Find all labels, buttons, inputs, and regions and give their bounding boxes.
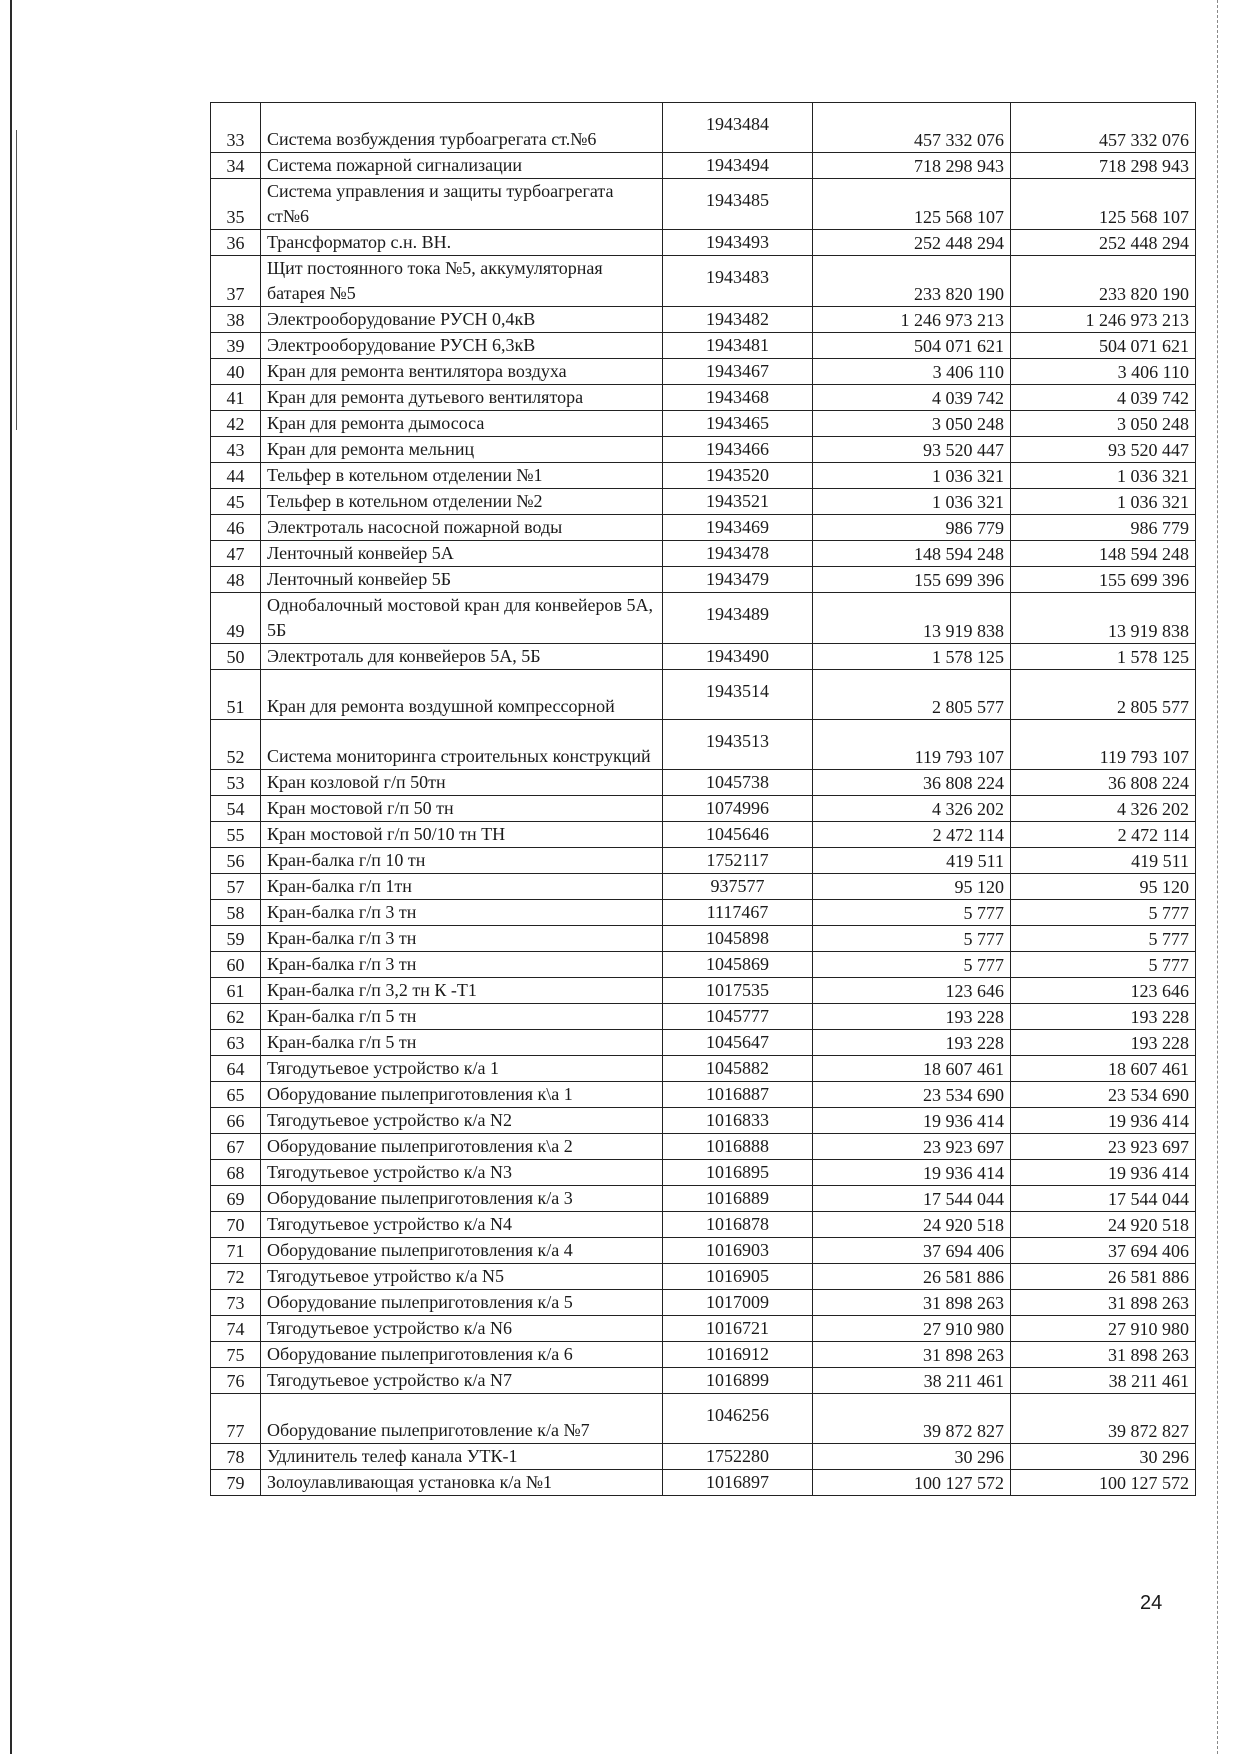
row-number: 34 [211, 153, 261, 179]
row-number: 69 [211, 1186, 261, 1212]
row-number: 58 [211, 900, 261, 926]
row-number: 71 [211, 1238, 261, 1264]
inventory-code: 1045869 [663, 952, 813, 978]
table-row [211, 1134, 1196, 1160]
asset-name: Тягодутьевое утройство к/а N5 [261, 1264, 663, 1290]
value-column-2: 19 936 414 [1011, 1160, 1196, 1186]
value-column-1: 31 898 263 [813, 1290, 1011, 1316]
value-column-1: 23 534 690 [813, 1082, 1011, 1108]
value-column-1: 3 050 248 [813, 411, 1011, 437]
value-column-2: 123 646 [1011, 978, 1196, 1004]
table-row [211, 1030, 1196, 1056]
row-number: 70 [211, 1212, 261, 1238]
row-number: 73 [211, 1290, 261, 1316]
inventory-code: 1017009 [663, 1290, 813, 1316]
row-number: 43 [211, 437, 261, 463]
table-row [211, 1186, 1196, 1212]
row-number: 50 [211, 644, 261, 670]
table-row [211, 1238, 1196, 1264]
asset-name: Электроталь для конвейеров 5А, 5Б [261, 644, 663, 670]
inventory-code: 937577 [663, 874, 813, 900]
value-column-2: 193 228 [1011, 1030, 1196, 1056]
value-column-1: 4 039 742 [813, 385, 1011, 411]
value-column-2: 252 448 294 [1011, 230, 1196, 256]
asset-name: Кран для ремонта дутьевого вентилятора [261, 385, 663, 411]
inventory-code: 1943466 [663, 437, 813, 463]
value-column-1: 100 127 572 [813, 1470, 1011, 1496]
value-column-2: 2 472 114 [1011, 822, 1196, 848]
value-column-1: 37 694 406 [813, 1238, 1011, 1264]
asset-name: Кран-балка г/п 1тн [261, 874, 663, 900]
value-column-1: 26 581 886 [813, 1264, 1011, 1290]
value-column-2: 3 050 248 [1011, 411, 1196, 437]
value-column-1: 2 472 114 [813, 822, 1011, 848]
value-column-1: 5 777 [813, 926, 1011, 952]
value-column-1: 1 036 321 [813, 489, 1011, 515]
table-row [211, 411, 1196, 437]
row-number: 65 [211, 1082, 261, 1108]
value-column-2: 39 872 827 [1011, 1394, 1196, 1444]
row-number: 64 [211, 1056, 261, 1082]
value-column-1: 419 511 [813, 848, 1011, 874]
row-number: 48 [211, 567, 261, 593]
asset-name: Кран мостовой г/п 50 тн [261, 796, 663, 822]
table-row [211, 1056, 1196, 1082]
inventory-code: 1943485 [663, 179, 813, 230]
value-column-1: 125 568 107 [813, 179, 1011, 230]
asset-name: Ленточный конвейер 5Б [261, 567, 663, 593]
value-column-1: 23 923 697 [813, 1134, 1011, 1160]
table-row [211, 179, 1196, 230]
asset-name: Кран-балка г/п 5 тн [261, 1004, 663, 1030]
asset-name: Кран для ремонта воздушной компрессорной [261, 670, 663, 720]
value-column-1: 95 120 [813, 874, 1011, 900]
inventory-code: 1752280 [663, 1444, 813, 1470]
asset-name: Однобалочный мостовой кран для конвейеров 5А, 5Б [261, 593, 663, 644]
value-column-2: 95 120 [1011, 874, 1196, 900]
row-number: 76 [211, 1368, 261, 1394]
value-column-2: 4 039 742 [1011, 385, 1196, 411]
value-column-1: 3 406 110 [813, 359, 1011, 385]
value-column-2: 5 777 [1011, 926, 1196, 952]
table-row [211, 359, 1196, 385]
asset-name: Оборудование пылеприготовления к/а 4 [261, 1238, 663, 1264]
row-number: 37 [211, 256, 261, 307]
inventory-code: 1016897 [663, 1470, 813, 1496]
row-number: 59 [211, 926, 261, 952]
value-column-2: 125 568 107 [1011, 179, 1196, 230]
row-number: 44 [211, 463, 261, 489]
value-column-1: 4 326 202 [813, 796, 1011, 822]
row-number: 75 [211, 1342, 261, 1368]
value-column-2: 3 406 110 [1011, 359, 1196, 385]
value-column-2: 17 544 044 [1011, 1186, 1196, 1212]
asset-name: Ленточный конвейер 5А [261, 541, 663, 567]
row-number: 57 [211, 874, 261, 900]
asset-name: Кран-балка г/п 5 тн [261, 1030, 663, 1056]
asset-name: Тягодутьевое устройство к/а N3 [261, 1160, 663, 1186]
assets-table [210, 102, 1196, 1496]
inventory-code: 1045898 [663, 926, 813, 952]
table-row [211, 644, 1196, 670]
inventory-code: 1943490 [663, 644, 813, 670]
value-column-2: 27 910 980 [1011, 1316, 1196, 1342]
value-column-1: 252 448 294 [813, 230, 1011, 256]
table-row [211, 1368, 1196, 1394]
inventory-code: 1016888 [663, 1134, 813, 1160]
asset-name: Щит постоянного тока №5, аккумуляторная батарея №5 [261, 256, 663, 307]
table-row [211, 437, 1196, 463]
inventory-code: 1045738 [663, 770, 813, 796]
value-column-1: 1 578 125 [813, 644, 1011, 670]
row-number: 60 [211, 952, 261, 978]
table-row [211, 1290, 1196, 1316]
value-column-1: 31 898 263 [813, 1342, 1011, 1368]
inventory-code: 1943494 [663, 153, 813, 179]
table-row [211, 1316, 1196, 1342]
value-column-1: 148 594 248 [813, 541, 1011, 567]
table-row [211, 385, 1196, 411]
value-column-1: 5 777 [813, 952, 1011, 978]
row-number: 74 [211, 1316, 261, 1342]
value-column-1: 19 936 414 [813, 1108, 1011, 1134]
value-column-2: 1 246 973 213 [1011, 307, 1196, 333]
row-number: 53 [211, 770, 261, 796]
asset-name: Электрооборудование РУСН 6,3кВ [261, 333, 663, 359]
table-row [211, 720, 1196, 770]
asset-name: Система мониторинга строительных конструкций [261, 720, 663, 770]
table-row [211, 670, 1196, 720]
value-column-2: 155 699 396 [1011, 567, 1196, 593]
value-column-1: 19 936 414 [813, 1160, 1011, 1186]
asset-name: Кран-балка г/п 3 тн [261, 926, 663, 952]
inventory-code: 1016912 [663, 1342, 813, 1368]
inventory-code: 1943493 [663, 230, 813, 256]
inventory-code: 1943468 [663, 385, 813, 411]
row-number: 79 [211, 1470, 261, 1496]
row-number: 41 [211, 385, 261, 411]
asset-name: Тягодутьевое устройство к/а N2 [261, 1108, 663, 1134]
value-column-1: 233 820 190 [813, 256, 1011, 307]
value-column-2: 986 779 [1011, 515, 1196, 541]
row-number: 47 [211, 541, 261, 567]
row-number: 51 [211, 670, 261, 720]
inventory-code: 1943469 [663, 515, 813, 541]
asset-name: Система пожарной сигнализации [261, 153, 663, 179]
row-number: 62 [211, 1004, 261, 1030]
asset-name: Тельфер в котельном отделении №2 [261, 489, 663, 515]
value-column-2: 419 511 [1011, 848, 1196, 874]
table-row [211, 874, 1196, 900]
table-row [211, 1082, 1196, 1108]
row-number: 39 [211, 333, 261, 359]
inventory-code: 1943483 [663, 256, 813, 307]
inventory-code: 1016903 [663, 1238, 813, 1264]
asset-name: Оборудование пылеприготовления к/а 6 [261, 1342, 663, 1368]
inventory-code: 1045647 [663, 1030, 813, 1056]
table-row [211, 1004, 1196, 1030]
value-column-2: 1 036 321 [1011, 463, 1196, 489]
inventory-code: 1046256 [663, 1394, 813, 1444]
table-row [211, 952, 1196, 978]
inventory-code: 1045777 [663, 1004, 813, 1030]
scan-edge-mark [16, 130, 17, 430]
value-column-2: 5 777 [1011, 952, 1196, 978]
row-number: 52 [211, 720, 261, 770]
value-column-1: 2 805 577 [813, 670, 1011, 720]
row-number: 38 [211, 307, 261, 333]
table-row [211, 1212, 1196, 1238]
value-column-1: 718 298 943 [813, 153, 1011, 179]
row-number: 40 [211, 359, 261, 385]
value-column-1: 5 777 [813, 900, 1011, 926]
table-row [211, 926, 1196, 952]
inventory-code: 1943513 [663, 720, 813, 770]
value-column-2: 18 607 461 [1011, 1056, 1196, 1082]
assets-table-body [211, 103, 1196, 1496]
asset-name: Кран мостовой г/п 50/10 тн ТН [261, 822, 663, 848]
inventory-code: 1045882 [663, 1056, 813, 1082]
inventory-code: 1943481 [663, 333, 813, 359]
inventory-code: 1045646 [663, 822, 813, 848]
asset-name: Оборудование пылеприготовления к\а 1 [261, 1082, 663, 1108]
value-column-2: 23 923 697 [1011, 1134, 1196, 1160]
inventory-code: 1943489 [663, 593, 813, 644]
asset-name: Оборудование пылеприготовление к/а №7 [261, 1394, 663, 1444]
inventory-code: 1943479 [663, 567, 813, 593]
table-row [211, 1342, 1196, 1368]
value-column-2: 37 694 406 [1011, 1238, 1196, 1264]
value-column-2: 457 332 076 [1011, 103, 1196, 153]
row-number: 66 [211, 1108, 261, 1134]
value-column-2: 504 071 621 [1011, 333, 1196, 359]
table-row [211, 848, 1196, 874]
value-column-1: 24 920 518 [813, 1212, 1011, 1238]
value-column-1: 13 919 838 [813, 593, 1011, 644]
value-column-1: 457 332 076 [813, 103, 1011, 153]
table-row [211, 1444, 1196, 1470]
value-column-2: 1 036 321 [1011, 489, 1196, 515]
table-row [211, 463, 1196, 489]
inventory-code: 1016833 [663, 1108, 813, 1134]
table-row [211, 1264, 1196, 1290]
value-column-1: 155 699 396 [813, 567, 1011, 593]
value-column-1: 38 211 461 [813, 1368, 1011, 1394]
inventory-code: 1752117 [663, 848, 813, 874]
inventory-code: 1943484 [663, 103, 813, 153]
inventory-code: 1943520 [663, 463, 813, 489]
page-number: 24 [1140, 1592, 1163, 1614]
table-row [211, 256, 1196, 307]
inventory-code: 1943482 [663, 307, 813, 333]
inventory-code: 1016899 [663, 1368, 813, 1394]
row-number: 35 [211, 179, 261, 230]
table-row [211, 489, 1196, 515]
table-row [211, 153, 1196, 179]
asset-name: Кран для ремонта мельниц [261, 437, 663, 463]
row-number: 63 [211, 1030, 261, 1056]
row-number: 68 [211, 1160, 261, 1186]
value-column-1: 1 036 321 [813, 463, 1011, 489]
inventory-code: 1943521 [663, 489, 813, 515]
asset-name: Электроталь насосной пожарной воды [261, 515, 663, 541]
asset-name: Тягодутьевое устройство к/а N6 [261, 1316, 663, 1342]
value-column-1: 193 228 [813, 1004, 1011, 1030]
row-number: 46 [211, 515, 261, 541]
value-column-2: 193 228 [1011, 1004, 1196, 1030]
asset-name: Электрооборудование РУСН 0,4кВ [261, 307, 663, 333]
inventory-code: 1943465 [663, 411, 813, 437]
row-number: 45 [211, 489, 261, 515]
table-row [211, 900, 1196, 926]
value-column-2: 148 594 248 [1011, 541, 1196, 567]
value-column-2: 233 820 190 [1011, 256, 1196, 307]
value-column-2: 2 805 577 [1011, 670, 1196, 720]
asset-name: Тягодутьевое устройство к/а 1 [261, 1056, 663, 1082]
scan-edge-left [10, 0, 12, 1754]
value-column-2: 38 211 461 [1011, 1368, 1196, 1394]
value-column-1: 39 872 827 [813, 1394, 1011, 1444]
asset-name: Трансформатор с.н. ВН. [261, 230, 663, 256]
value-column-2: 26 581 886 [1011, 1264, 1196, 1290]
value-column-1: 986 779 [813, 515, 1011, 541]
value-column-1: 193 228 [813, 1030, 1011, 1056]
asset-name: Кран козловой г/п 50тн [261, 770, 663, 796]
asset-name: Тягодутьевое устройство к/а N7 [261, 1368, 663, 1394]
row-number: 49 [211, 593, 261, 644]
value-column-2: 24 920 518 [1011, 1212, 1196, 1238]
asset-name: Кран для ремонта дымососа [261, 411, 663, 437]
table-row [211, 307, 1196, 333]
value-column-2: 1 578 125 [1011, 644, 1196, 670]
table-row [211, 770, 1196, 796]
table-row [211, 1470, 1196, 1496]
table-row [211, 103, 1196, 153]
value-column-2: 93 520 447 [1011, 437, 1196, 463]
asset-name: Кран-балка г/п 3 тн [261, 952, 663, 978]
row-number: 61 [211, 978, 261, 1004]
value-column-2: 19 936 414 [1011, 1108, 1196, 1134]
table-row [211, 593, 1196, 644]
inventory-code: 1016721 [663, 1316, 813, 1342]
row-number: 67 [211, 1134, 261, 1160]
value-column-2: 119 793 107 [1011, 720, 1196, 770]
asset-name: Золоулавливающая установка к/а №1 [261, 1470, 663, 1496]
value-column-1: 93 520 447 [813, 437, 1011, 463]
value-column-1: 27 910 980 [813, 1316, 1011, 1342]
asset-name: Система управления и защиты турбоагрегата ст№6 [261, 179, 663, 230]
value-column-2: 4 326 202 [1011, 796, 1196, 822]
table-row [211, 978, 1196, 1004]
value-column-1: 123 646 [813, 978, 1011, 1004]
value-column-2: 30 296 [1011, 1444, 1196, 1470]
row-number: 54 [211, 796, 261, 822]
value-column-1: 30 296 [813, 1444, 1011, 1470]
value-column-2: 31 898 263 [1011, 1290, 1196, 1316]
inventory-code: 1943514 [663, 670, 813, 720]
row-number: 55 [211, 822, 261, 848]
asset-name: Оборудование пылеприготовления к/а 3 [261, 1186, 663, 1212]
table-row [211, 796, 1196, 822]
row-number: 33 [211, 103, 261, 153]
asset-name: Оборудование пылеприготовления к\а 2 [261, 1134, 663, 1160]
row-number: 72 [211, 1264, 261, 1290]
inventory-code: 1016887 [663, 1082, 813, 1108]
table-row [211, 1108, 1196, 1134]
asset-name: Система возбуждения турбоагрегата ст.№6 [261, 103, 663, 153]
row-number: 56 [211, 848, 261, 874]
asset-name: Тельфер в котельном отделении №1 [261, 463, 663, 489]
row-number: 77 [211, 1394, 261, 1444]
value-column-2: 718 298 943 [1011, 153, 1196, 179]
inventory-code: 1016895 [663, 1160, 813, 1186]
value-column-2: 13 919 838 [1011, 593, 1196, 644]
asset-name: Кран-балка г/п 10 тн [261, 848, 663, 874]
inventory-code: 1016889 [663, 1186, 813, 1212]
asset-name: Кран-балка г/п 3,2 тн К -Т1 [261, 978, 663, 1004]
table-row [211, 1394, 1196, 1444]
value-column-2: 23 534 690 [1011, 1082, 1196, 1108]
value-column-1: 504 071 621 [813, 333, 1011, 359]
asset-name: Оборудование пылеприготовления к/а 5 [261, 1290, 663, 1316]
table-row [211, 567, 1196, 593]
asset-name: Кран для ремонта вентилятора воздуха [261, 359, 663, 385]
table-row [211, 333, 1196, 359]
row-number: 78 [211, 1444, 261, 1470]
value-column-2: 31 898 263 [1011, 1342, 1196, 1368]
value-column-1: 1 246 973 213 [813, 307, 1011, 333]
asset-name: Удлинитель телеф канала УТК-1 [261, 1444, 663, 1470]
value-column-1: 18 607 461 [813, 1056, 1011, 1082]
inventory-code: 1017535 [663, 978, 813, 1004]
row-number: 36 [211, 230, 261, 256]
table-row [211, 1160, 1196, 1186]
asset-name: Тягодутьевое устройство к/а N4 [261, 1212, 663, 1238]
table-row [211, 822, 1196, 848]
inventory-code: 1074996 [663, 796, 813, 822]
inventory-code: 1016878 [663, 1212, 813, 1238]
value-column-2: 100 127 572 [1011, 1470, 1196, 1496]
value-column-2: 5 777 [1011, 900, 1196, 926]
row-number: 42 [211, 411, 261, 437]
value-column-1: 119 793 107 [813, 720, 1011, 770]
value-column-2: 36 808 224 [1011, 770, 1196, 796]
inventory-code: 1943467 [663, 359, 813, 385]
table-row [211, 515, 1196, 541]
table-row [211, 230, 1196, 256]
inventory-code: 1016905 [663, 1264, 813, 1290]
scan-edge-right [1216, 0, 1218, 1754]
inventory-code: 1117467 [663, 900, 813, 926]
table-row [211, 541, 1196, 567]
inventory-code: 1943478 [663, 541, 813, 567]
value-column-1: 36 808 224 [813, 770, 1011, 796]
asset-name: Кран-балка г/п 3 тн [261, 900, 663, 926]
value-column-1: 17 544 044 [813, 1186, 1011, 1212]
